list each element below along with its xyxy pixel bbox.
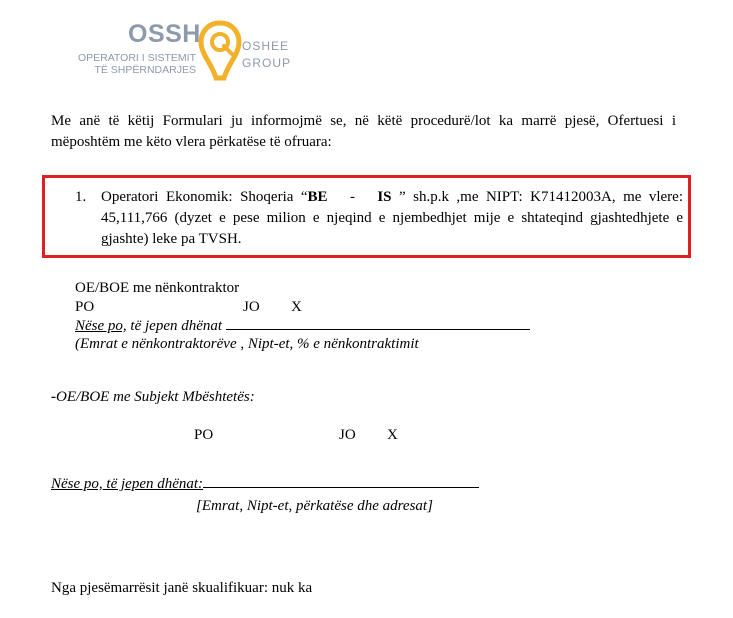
subcontractor-jo-mark: X bbox=[291, 299, 302, 315]
ossh-logo bbox=[74, 18, 304, 88]
support-blank-line bbox=[203, 487, 479, 488]
intro-paragraph: Me anë të këtij Formulari ju informojmë se, në këtë procedurë/lot ka marrë pjesë, Ofertuesi i mëposhtëm me këto vlera përkatëse të ofruara: bbox=[51, 113, 676, 150]
support-title bbox=[51, 389, 255, 406]
logo-group bbox=[242, 38, 291, 72]
logo-subtitle-line2: TË SHPËRNDARJES bbox=[94, 64, 196, 76]
logo-subtitle-line1: OPERATORI I SISTEMIT bbox=[77, 52, 196, 64]
support-title-text: OE/BOE me Subjekt Mbështetës: bbox=[56, 389, 255, 405]
bidder-text bbox=[101, 187, 683, 250]
subcontractor-note: (Emrat e nënkontraktorëve , Nipt-et, % e nënkontraktimit bbox=[75, 336, 419, 352]
support-title-dash: - bbox=[51, 389, 56, 405]
subcontractor-if-yes bbox=[75, 318, 530, 335]
lightbulb-pin-icon bbox=[198, 20, 242, 82]
subcontractor-if-yes-rest: të jepen dhënat bbox=[126, 318, 226, 334]
support-if-yes-underlined: Nëse po, bbox=[51, 476, 103, 492]
subcontractor-blank-line bbox=[226, 329, 530, 330]
subcontractor-jo-label: JO bbox=[243, 299, 260, 315]
disqualified-statement: Nga pjesëmarrësit janë skualifikuar: nuk ka bbox=[51, 580, 313, 596]
support-po-label: PO bbox=[194, 427, 214, 443]
support-jo-label: JO bbox=[339, 427, 356, 443]
logo-group-line2: GROUP bbox=[242, 56, 292, 70]
bidder-number: 1. bbox=[75, 189, 87, 205]
bidder-dash: - bbox=[349, 189, 355, 205]
support-if-yes-rest: të jepen dhënat: bbox=[102, 476, 204, 492]
logo-group-line1: OSHEE bbox=[242, 39, 290, 53]
logo-brand: OSSH bbox=[128, 20, 201, 48]
bidder-prefix: Operatori Ekonomik: Shoqeria “ bbox=[101, 189, 308, 205]
support-jo-mark: X bbox=[387, 427, 398, 443]
subcontractor-if-yes-underlined: Nëse po, bbox=[75, 318, 127, 334]
subcontractor-title: OE/BOE me nënkontraktor bbox=[75, 280, 240, 296]
bidder-name-part2: IS bbox=[377, 189, 392, 205]
support-if-yes bbox=[51, 476, 479, 493]
support-note: [Emrat, Nipt-et, përkatëse dhe adresat] bbox=[196, 498, 433, 514]
bidder-name-part1: BE bbox=[307, 189, 328, 205]
subcontractor-po-label: PO bbox=[75, 299, 95, 315]
bidder-suffix: ” sh.p.k ,me NIPT: K71412003A, me vlere: 45,111,766 (dyzet e pese milion e njeqind e njembedhjet mije e shtateqind gjashtedhjete e gjashte) leke pa TVSH. bbox=[101, 189, 684, 247]
